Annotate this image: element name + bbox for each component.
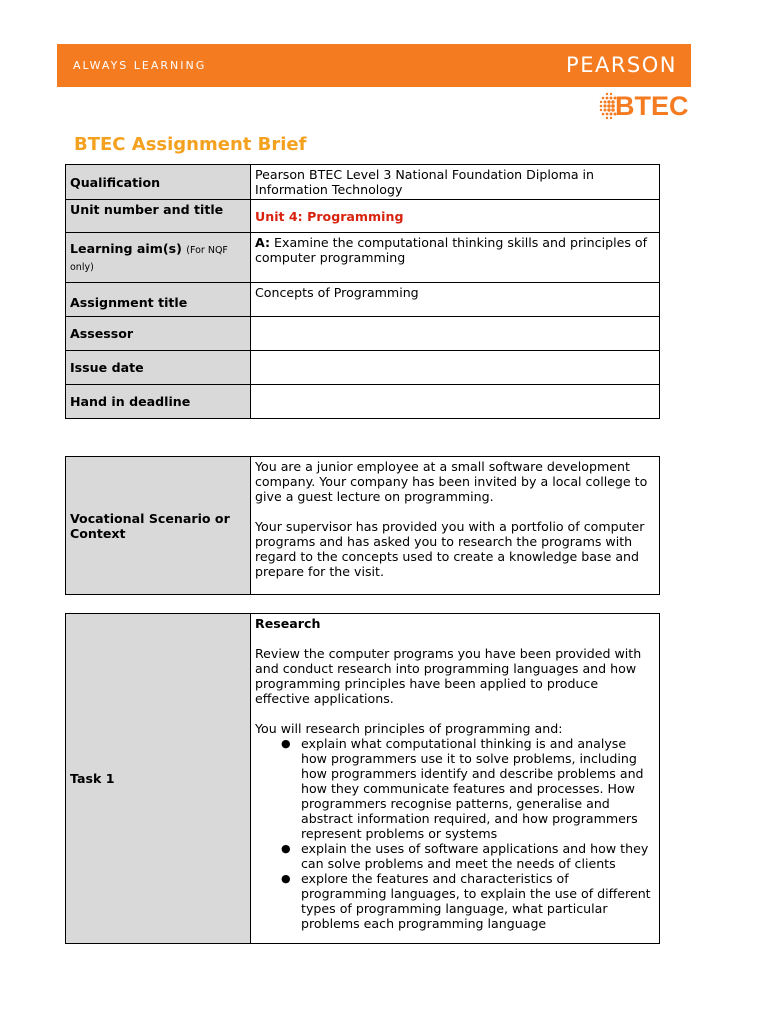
page-title: BTEC Assignment Brief [74, 134, 307, 155]
bullet-icon: ● [281, 842, 291, 855]
issue-date-value [251, 351, 660, 385]
aim-label-note: (For NQF only) [70, 244, 228, 273]
task1-bullet-list [255, 736, 655, 931]
btec-logo [598, 90, 694, 124]
list-item [281, 736, 655, 841]
task1-para-1: Review the computer programs you have been provided with and conduct research into programming languages and how programming principles have been applied to produce effective applications. [255, 646, 642, 706]
table-row [66, 233, 660, 283]
pearson-logo: PEARSON [566, 53, 677, 77]
assignment-title-label: Assignment title [66, 283, 251, 317]
btec-wordmark: BTEC [615, 91, 689, 121]
table-row [66, 200, 660, 233]
list-item [281, 841, 655, 871]
bullet-text: explore the features and characteristics of programming languages, to explain the use of different types of programming language, what particular problems each programming language [301, 871, 651, 931]
unit-value: Unit 4: Programming [255, 208, 404, 224]
assignment-title-value: Concepts of Programming [251, 283, 660, 317]
table-row [66, 614, 660, 944]
table-row [66, 165, 660, 200]
tagline: ALWAYS LEARNING [73, 59, 207, 72]
bullet-text: explain the uses of software applications and how they can solve problems and meet the needs of clients [301, 841, 649, 871]
bullet-icon: ● [281, 872, 291, 885]
bullet-text: explain what computational thinking is and analyse how programmers use it to solve problems, including how programmers identify and describe problems and how they communicate features and processes. How programmers recognise patterns, generalise and abstract information required, and how programmers represent problems or systems [301, 736, 644, 841]
assessor-label: Assessor [66, 317, 251, 351]
table-row [66, 317, 660, 351]
unit-cell [251, 200, 660, 233]
task1-label: Task 1 [66, 614, 251, 944]
qualification-value: Pearson BTEC Level 3 National Foundation Diploma in Information Technology [251, 165, 660, 200]
aim-label: Learning aim(s) [70, 240, 182, 256]
scenario-cell [251, 457, 660, 595]
scenario-para-2: Your supervisor has provided you with a portfolio of computer programs and has asked you to research the programs with regard to the concepts used to create a knowledge base and prepare for the visit. [255, 519, 645, 579]
deadline-value [251, 385, 660, 419]
scenario-label: Vocational Scenario or Context [66, 457, 251, 595]
deadline-label: Hand in deadline [66, 385, 251, 419]
issue-date-label: Issue date [66, 351, 251, 385]
table-row [66, 385, 660, 419]
task1-table [65, 613, 660, 944]
aim-value: Examine the computational thinking skills and principles of computer programming [255, 235, 648, 265]
aim-prefix: A: [255, 235, 271, 250]
unit-label: Unit number and title [66, 200, 251, 233]
table-row [66, 351, 660, 385]
assignment-info-table [65, 164, 660, 419]
task1-heading: Research [255, 616, 321, 631]
scenario-para-1: You are a junior employee at a small software development company. Your company has been invited by a local college to give a guest lecture on programming. [255, 459, 648, 504]
bullet-icon: ● [281, 737, 291, 750]
list-item [281, 871, 655, 931]
table-row [66, 283, 660, 317]
assessor-value [251, 317, 660, 351]
task1-cell [251, 614, 660, 944]
aim-cell [251, 233, 660, 283]
qualification-label: Qualification [66, 165, 251, 200]
pearson-banner [57, 44, 691, 87]
table-row [66, 457, 660, 595]
aim-label-cell [66, 233, 251, 283]
task1-para-2: You will research principles of programming and: [255, 721, 563, 736]
scenario-table [65, 456, 660, 595]
